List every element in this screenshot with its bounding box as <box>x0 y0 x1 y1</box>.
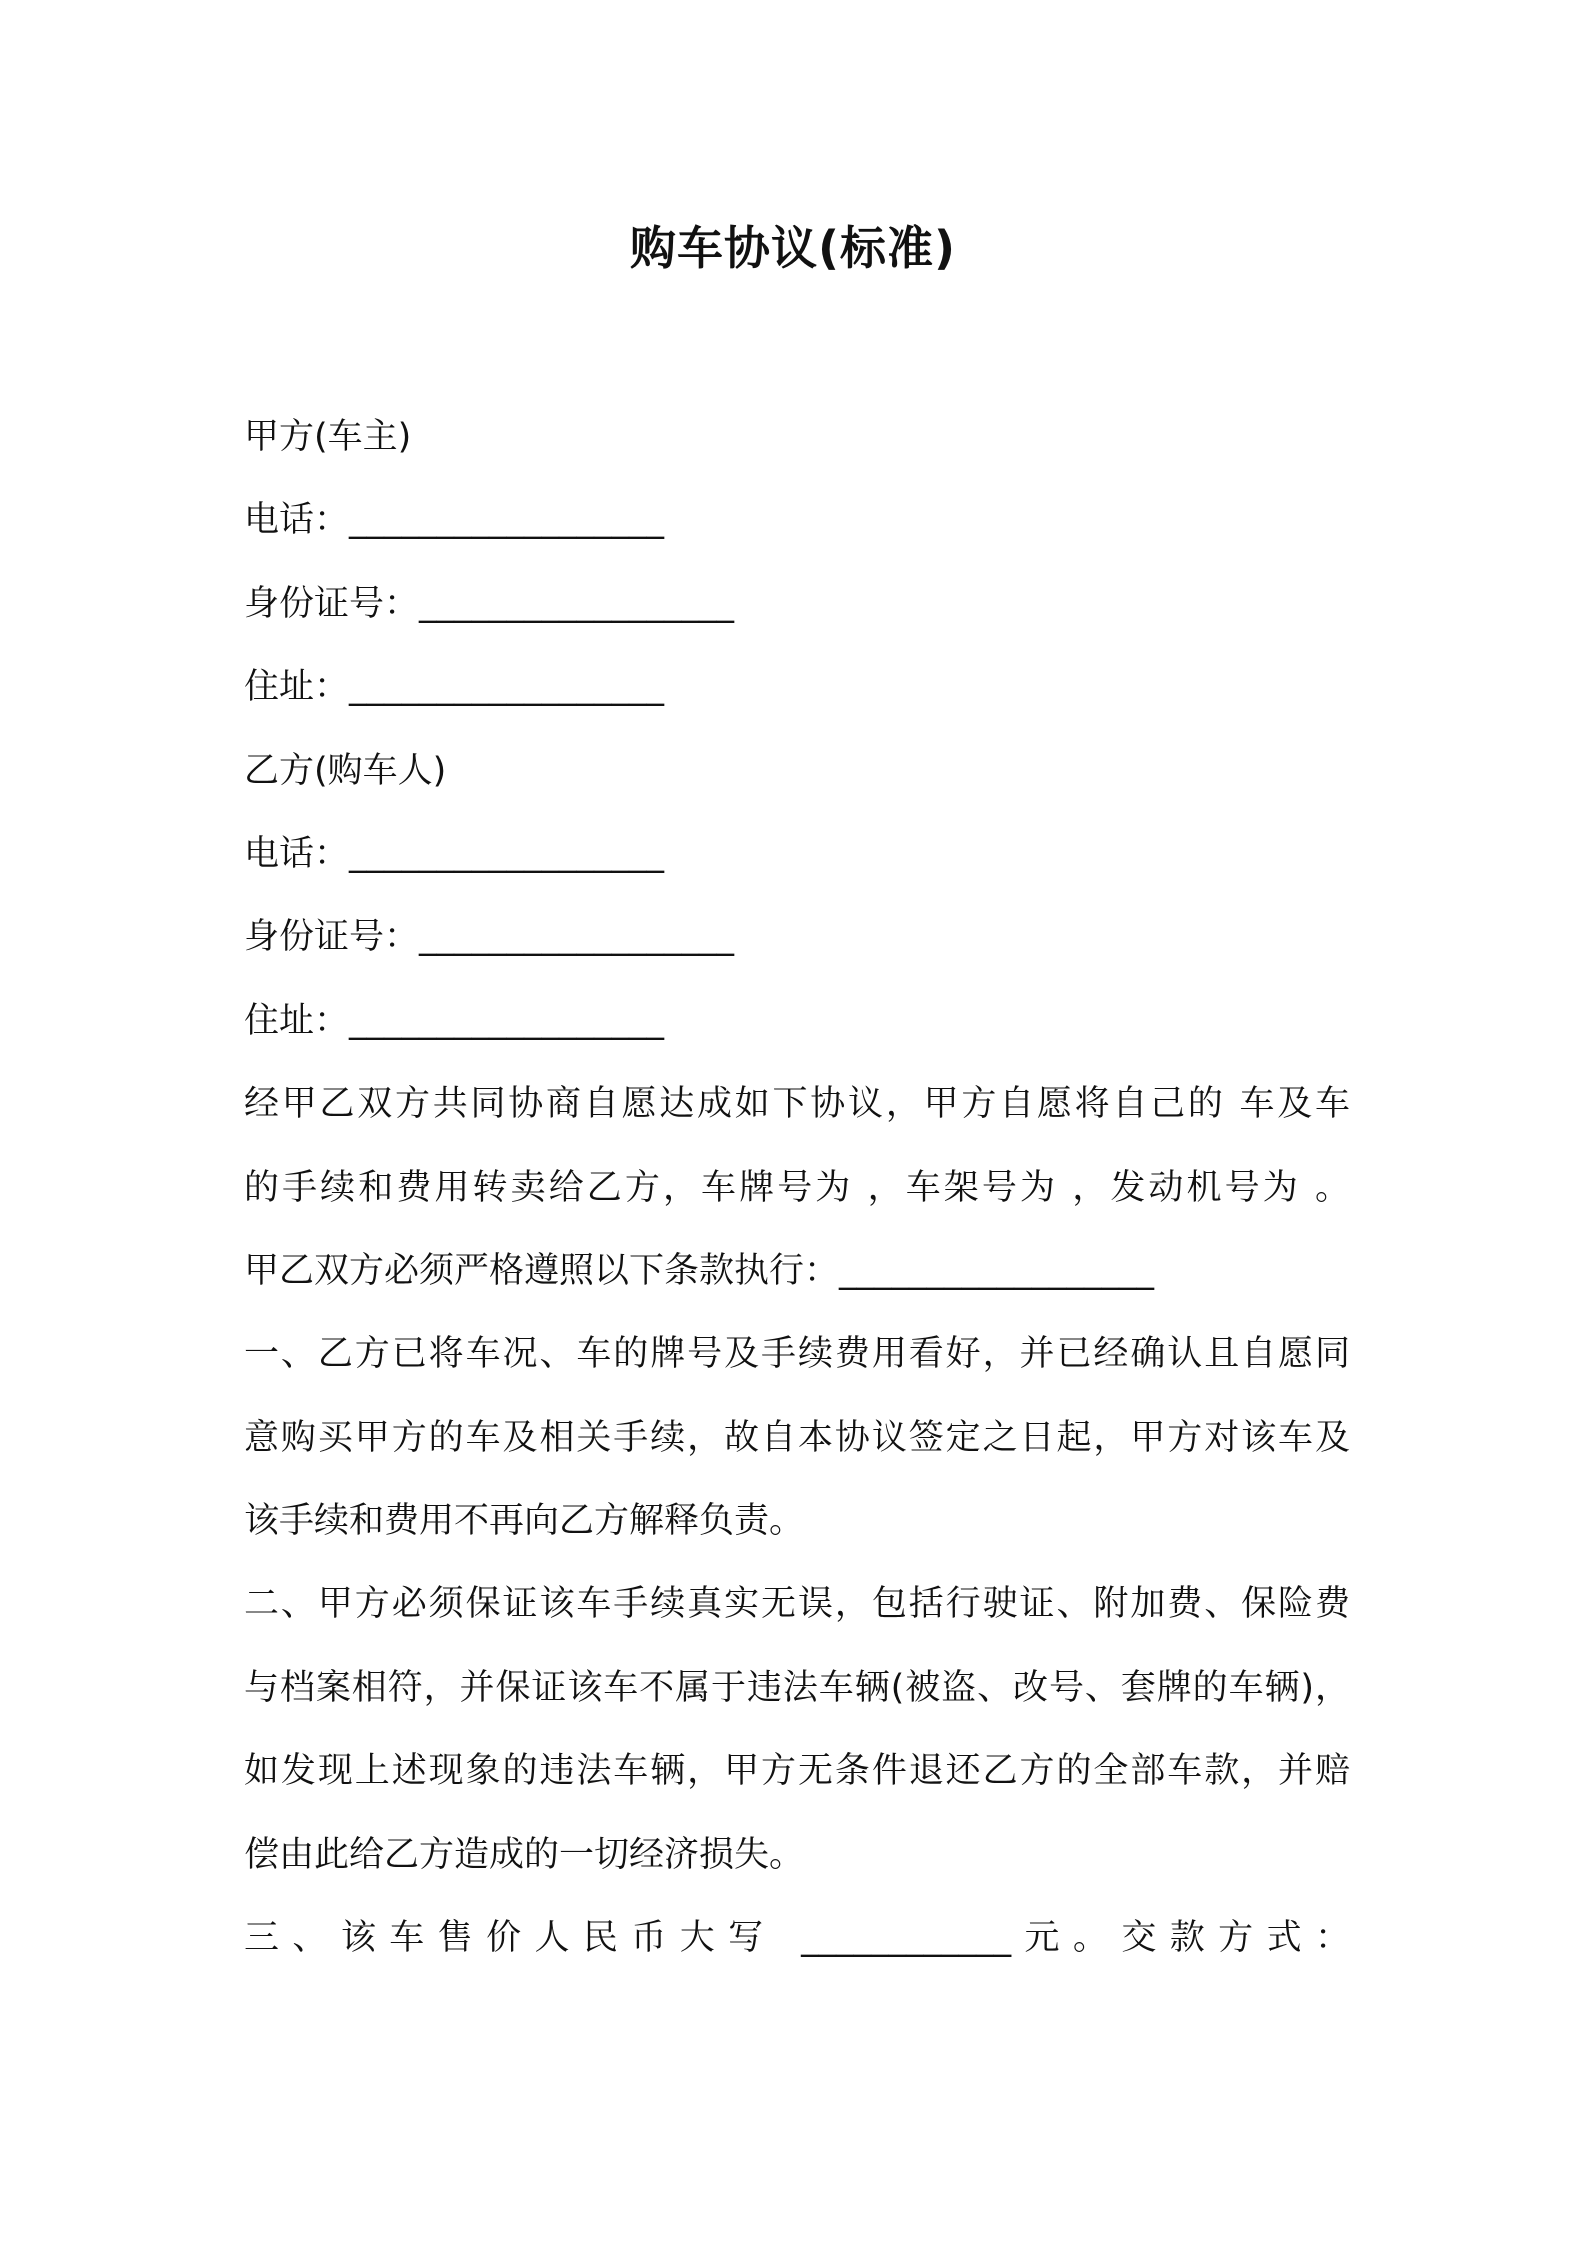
clause-2-line-1: 二、甲方必须保证该车手续真实无误，包括行驶证、附加费、保险费 <box>244 1584 1350 1625</box>
clause-2-line-3: 如发现上述现象的违法车辆，甲方无条件退还乙方的全部车款，并赔 <box>244 1751 1350 1792</box>
party-b-phone-field: 电话：__________________ <box>244 833 665 874</box>
agreement-intro-line-1: 经甲乙双方共同协商自愿达成如下协议，甲方自愿将自己的 车及车 <box>244 1084 1350 1125</box>
party-b-address-field: 住址：__________________ <box>244 1000 665 1041</box>
terms-lead-line: 甲乙双方必须严格遵照以下条款执行：__________________ <box>244 1250 1155 1291</box>
clause-1-line-2: 意购买甲方的车及相关手续，故自本协议签定之日起，甲方对该车及 <box>244 1417 1350 1458</box>
party-b-heading: 乙方(购车人) <box>244 750 447 791</box>
clause-3-line-1: 三、该车售价人民币大写 ____________元。交款方式： <box>244 1918 1350 1959</box>
document-title: 购车协议(标准) <box>629 221 957 275</box>
clause-1-line-3: 该手续和费用不再向乙方解释负责。 <box>244 1501 805 1542</box>
party-a-heading: 甲方(车主) <box>244 417 412 457</box>
agreement-intro-line-2: 的手续和费用转卖给乙方，车牌号为 ，车架号为 ，发动机号为 。 <box>244 1167 1350 1208</box>
clause-1-line-1: 一、乙方已将车况、车的牌号及手续费用看好，并已经确认且自愿同 <box>244 1334 1350 1375</box>
party-b-id-field: 身份证号：__________________ <box>244 917 735 958</box>
document-body <box>244 396 1350 1980</box>
party-a-phone-field: 电话：__________________ <box>244 500 665 541</box>
party-a-address-field: 住址：__________________ <box>244 667 665 708</box>
clause-2-line-4: 偿由此给乙方造成的一切经济损失。 <box>244 1834 805 1875</box>
clause-2-line-2: 与档案相符，并保证该车不属于违法车辆(被盗、改号、套牌的车辆)， <box>244 1667 1350 1708</box>
party-a-id-field: 身份证号：__________________ <box>244 583 735 624</box>
